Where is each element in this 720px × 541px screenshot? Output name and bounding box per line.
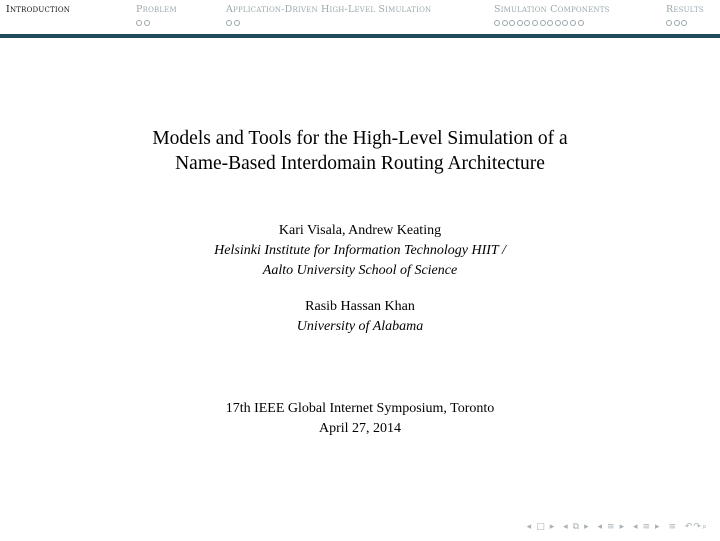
author-affiliation-line-2: Aalto University School of Science: [262, 263, 458, 278]
part-prev-icon[interactable]: ◂: [632, 522, 639, 532]
frame-next-icon[interactable]: ▸: [549, 522, 556, 532]
title-line-1: Models and Tools for the High-Level Simulation of a: [152, 128, 568, 149]
frame-dot[interactable]: [532, 20, 538, 26]
section-navigation-bar: [0, 0, 720, 38]
frame-dot[interactable]: [555, 20, 561, 26]
frame-dots: [666, 20, 704, 30]
venue-date: April 27, 2014: [318, 421, 402, 436]
frame-dot[interactable]: [540, 20, 546, 26]
frame-dot[interactable]: [502, 20, 508, 26]
author-block-2: [0, 297, 720, 337]
slide-title: [0, 126, 720, 176]
search-icon[interactable]: ↶↷⌕: [684, 522, 708, 532]
frame-dot[interactable]: [547, 20, 553, 26]
frame-dots: [494, 20, 610, 30]
part-next-icon[interactable]: ▸: [655, 522, 661, 532]
frame-dot[interactable]: [578, 20, 584, 26]
frame-dot[interactable]: [666, 20, 672, 26]
subsection-next-icon[interactable]: ▸: [584, 522, 590, 532]
beamer-navigation-symbols: [523, 522, 708, 532]
author-block-1: [0, 221, 720, 281]
frame-dot[interactable]: [144, 20, 150, 26]
venue-event: 17th IEEE Global Internet Symposium, Toronto: [225, 401, 495, 416]
toc-icon[interactable]: ≡: [668, 522, 677, 532]
frame-dot[interactable]: [517, 20, 523, 26]
title-line-2: Name-Based Interdomain Routing Architecture: [175, 153, 545, 174]
frame-dot[interactable]: [681, 20, 687, 26]
frame-dot[interactable]: [226, 20, 232, 26]
frame-dot[interactable]: [570, 20, 576, 26]
frame-dot[interactable]: [509, 20, 515, 26]
frame-dot[interactable]: [136, 20, 142, 26]
section-icon[interactable]: ≡: [607, 522, 616, 532]
part-icon[interactable]: ≡: [642, 522, 652, 532]
frame-dot[interactable]: [524, 20, 530, 26]
section-next-icon[interactable]: ▸: [619, 522, 626, 532]
nav-section-introduction[interactable]: [6, 4, 70, 16]
nav-section-application-driven[interactable]: [226, 4, 431, 30]
frame-dot[interactable]: [562, 20, 568, 26]
subsection-prev-icon[interactable]: ◂: [563, 522, 569, 532]
frame-dots: [226, 20, 431, 30]
nav-section-problem[interactable]: [136, 4, 177, 30]
nav-section-results[interactable]: [666, 4, 704, 30]
nav-section-label: Introduction: [6, 4, 71, 15]
frame-icon[interactable]: □: [536, 522, 546, 532]
nav-section-simulation-components[interactable]: [494, 4, 610, 30]
frame-prev-icon[interactable]: ◂: [526, 522, 533, 532]
author-affiliation: University of Alabama: [296, 319, 424, 334]
nav-section-label: Problem: [136, 4, 177, 15]
frame-dot[interactable]: [674, 20, 680, 26]
frame-dots: [136, 20, 177, 30]
frame-dot[interactable]: [234, 20, 240, 26]
author-names: Kari Visala, Andrew Keating: [278, 223, 442, 238]
subsection-icon[interactable]: ⧉: [572, 522, 581, 532]
nav-section-label: Results: [666, 4, 704, 15]
nav-section-label: Application-Driven High-Level Simulation: [226, 4, 432, 15]
section-prev-icon[interactable]: ◂: [597, 522, 604, 532]
nav-section-label: Simulation Components: [494, 4, 610, 15]
author-affiliation-line-1: Helsinki Institute for Information Technology HIIT /: [214, 243, 506, 258]
frame-dot[interactable]: [494, 20, 500, 26]
venue-block: [0, 399, 720, 439]
author-names: Rasib Hassan Khan: [305, 299, 415, 314]
